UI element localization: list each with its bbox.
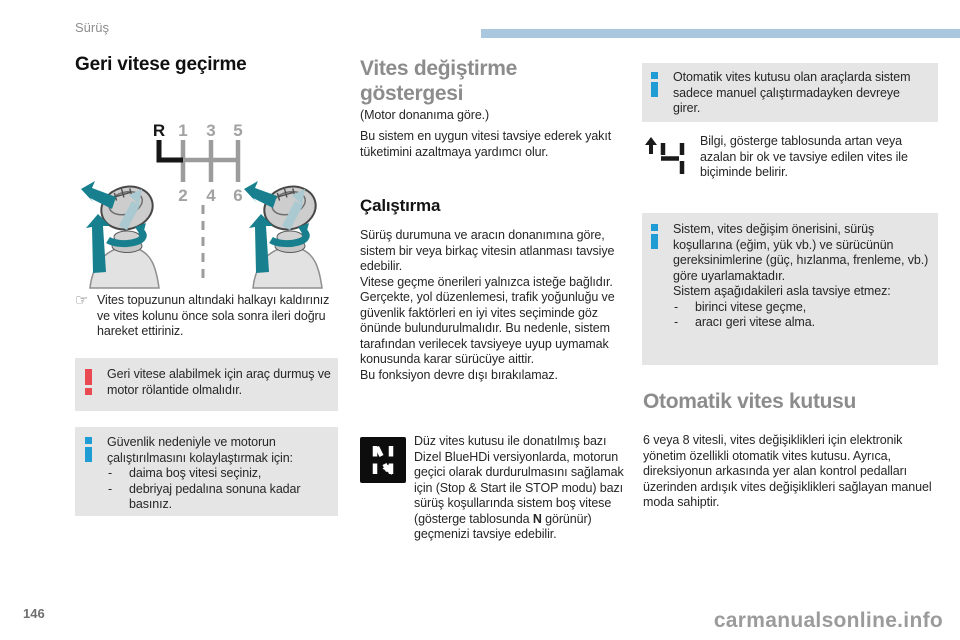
gear-label-1: 1 [178,121,188,140]
operation-paragraphs [360,228,638,383]
instruction-note [75,293,345,340]
system-advice-intro: Sistem, vites değişim önerisini, sürüş koşullarına (eğim, yük vb.) ve sürücünün gereksinimlerine (güç, hızlanma, frenleme, vb.) göre uyarlamaktadır. [673,222,929,283]
subsection-title-operation: Çalıştırma [360,196,441,215]
paragraph: Vitese geçme önerileri yalnızca isteğe bağlıdır. Gerçekte, yol düzenlemesi, trafik yoğunluğu ve güvenlik faktörleri en iyi vites seçiminde göz önünde bulundurulmalıdır. Bu nedenle, sistem tarafından verilecek tavsiyeye uyup uymamak konusunda karar sürücüye aittir. [360,274,615,366]
warning-text: Geri vitese alabilmek için araç durmuş ve motor rölantide olmalıdır. [107,367,331,397]
indicator-display-note: Bilgi, gösterge tablosunda artan veya azalan bir ok ve tavsiye edilen vites ile biçiminde belirir. [700,134,908,179]
gear-label-5: 5 [233,121,243,140]
info-box-system-advice [642,213,938,365]
gear-knob-illustration-left [81,181,159,288]
gear-indicator-intro: Bu sistem en uygun vitesi tavsiye ederek yakıt tüketimini azaltmaya yardımcı olur. [360,129,612,159]
page-title: Geri vitese geçirme [75,54,247,75]
info-icon [651,70,673,122]
watermark: carmanualsonline.info [713,609,943,632]
warning-box [75,358,338,411]
gear-label-4: 4 [206,186,216,205]
neutral-recommendation-note: Düz vites kutusu ile donatılmış bazı Dizel BlueHDi versiyonlarda, motorun geçici olarak durdurulmasını sağlamak için (Stop & Start ile STOP modu) bazı sürüş koşullarında sistem boş vitese (gösterge tablosunda N görünür) geçmenizi tavsiye edebilir. [414,434,624,541]
gear-label-reverse: R [152,121,166,140]
page-number: 146 [23,606,45,621]
gear-label-2: 2 [178,186,188,205]
neutral-n-bold: N [532,511,542,526]
gear-label-6: 6 [233,186,243,205]
section-title-gear-indicator: Vites değiştirme göstergesi [360,57,518,105]
gear-label-3: 3 [206,121,216,140]
gear-pattern-diagram [78,112,340,292]
paragraph: Sürüş durumuna ve aracın donanımına göre, sistem bir veya birkaç vitesin atlanması tavsiye edebilir. [360,228,615,273]
info-icon [85,435,107,516]
engine-note: (Motor donanıma göre.) [360,108,490,122]
section-title-automatic-gearbox: Otomatik vites kutusu [643,390,857,413]
header-band [481,29,960,38]
automatic-gearbox-text: 6 veya 8 vitesli, vites değişiklikleri için elektronik yönetim özellikli otomatik vites kutusu. Ayrıca, direksiyonun arkasında yer alan kontrol pedalları üzerinden ardışık vites değişiklikleri sağlayan manuel moda sahiptir. [643,433,932,509]
system-advice-line2: Sistem aşağıdakileri asla tavsiye etmez: [673,284,891,298]
automatic-info-text: Otomatik vites kutusu olan araçlarda sistem sadece manuel çalıştırmadayken devreye girer. [673,70,911,115]
gear-shift-indicator-icon [645,137,689,177]
reverse-gate-line [159,140,183,160]
list-item: - aracı geri vitese alma. [674,315,815,329]
gear-gate-lines [183,140,238,182]
paragraph: Bu fonksiyon devre dışı bırakılamaz. [360,367,558,382]
info-icon [651,222,673,365]
info-box-intro: Güvenlik nedeniyle ve motorun çalıştırılmasını kolaylaştırmak için: [107,435,293,465]
info-box-safety [75,427,338,516]
instruction-text: Vites topuzunun altındaki halkayı kaldırınız ve vites kolunu önce sola sonra ileri doğru hareket ettiriniz. [97,293,330,338]
pointing-hand-icon: ☞ [75,292,89,309]
info-box-automatic [642,63,938,122]
list-item: - debriyaj pedalına sonuna kadar basınız. [108,481,301,511]
list-item: - daima boş vitesi seçiniz, [108,466,262,480]
neutral-gear-icon [360,437,406,483]
breadcrumb: Sürüş [75,20,109,35]
list-item: - birinci vitese geçme, [674,299,807,314]
warning-exclamation-icon [85,367,107,411]
gear-knob-illustration-right [244,181,322,288]
